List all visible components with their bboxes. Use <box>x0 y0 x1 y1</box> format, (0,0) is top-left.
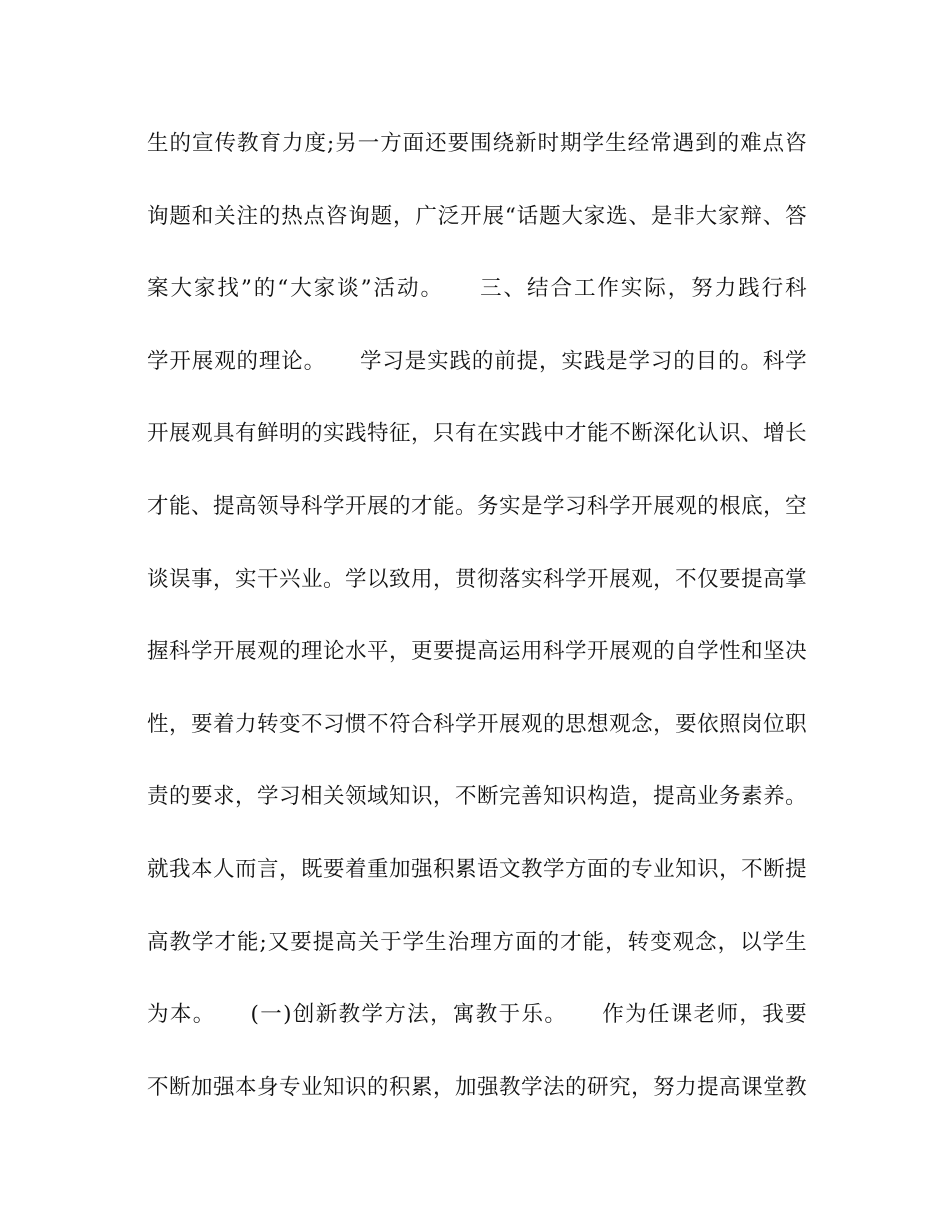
text-line: 案大家找”的“大家谈”活动。 三、结合工作实际，努力践行科 <box>147 276 807 302</box>
text-line: 开展观具有鲜明的实践特征，只有在实践中才能不断深化认识、增长 <box>147 421 807 447</box>
text-line: 高教学才能;又要提高关于学生治理方面的才能，转变观念，以学生 <box>147 929 807 955</box>
text-line: 责的要求，学习相关领域知识，不断完善知识构造，提高业务素养。 <box>147 784 807 810</box>
text-line: 才能、提高领导科学开展的才能。务实是学习科学开展观的根底，空 <box>147 493 807 519</box>
text-line: 就我本人而言，既要着重加强积累语文教学方面的专业知识，不断提 <box>147 856 807 882</box>
text-line: 性，要着力转变不习惯不符合科学开展观的思想观念，要依照岗位职 <box>147 711 807 737</box>
text-line: 生的宣传教育力度;另一方面还要围绕新时期学生经常遇到的难点咨 <box>147 131 807 156</box>
text-line: 谈误事，实干兴业。学以致用，贯彻落实科学开展观，不仅要提高掌 <box>147 566 807 592</box>
text-line: 学开展观的理论。 学习是实践的前提，实践是学习的目的。科学 <box>147 348 807 374</box>
body-text <box>147 126 807 1142</box>
text-line: 不断加强本身专业知识的积累，加强教学法的研究，努力提高课堂教 <box>147 1074 807 1100</box>
text-line: 为本。 (一)创新教学方法，寓教于乐。 作为任课老师，我要 <box>147 1002 807 1028</box>
text-line: 询题和关注的热点咨询题，广泛开展“话题大家选、是非大家辩、答 <box>147 203 807 229</box>
text-line: 握科学开展观的理论水平，更要提高运用科学开展观的自学性和坚决 <box>147 639 807 665</box>
